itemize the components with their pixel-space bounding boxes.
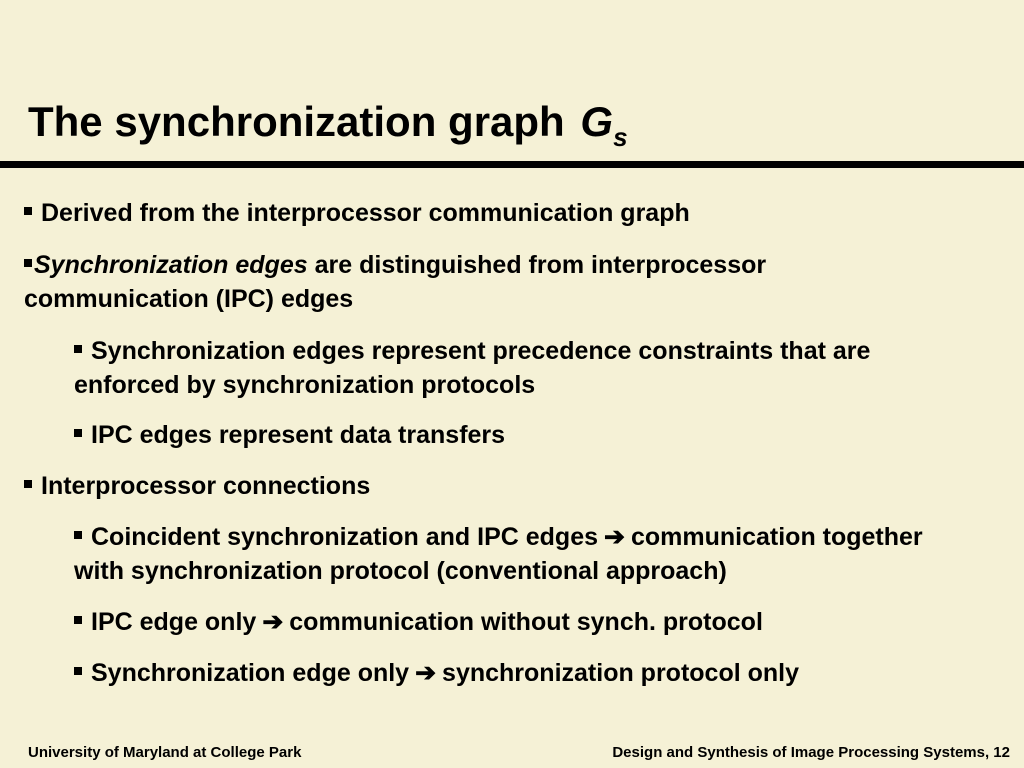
- square-bullet-icon: [74, 345, 82, 353]
- right-arrow-icon: ➔: [604, 523, 625, 551]
- bullet-text: Synchronization edge only: [91, 659, 410, 687]
- square-bullet-icon: [74, 429, 82, 437]
- bullet-item-3: [24, 469, 924, 503]
- bullet-item-3a: [74, 520, 954, 588]
- bullet-text: Coincident synchronization and IPC edges: [91, 523, 599, 551]
- bullet-text: Synchronization edges represent precedence constraints that are enforced by synchronization protocols: [74, 337, 871, 399]
- title-symbol: G: [580, 98, 614, 145]
- title-divider: [0, 161, 1024, 168]
- slide-title: [28, 92, 628, 157]
- bullet-text: are distinguished from interprocessor communication (IPC) edges: [24, 251, 767, 313]
- bullet-text: Interprocessor connections: [41, 472, 371, 500]
- title-text: The synchronization graph: [28, 98, 565, 145]
- bullet-item-2b: [74, 418, 954, 452]
- bullet-text: communication without synch. protocol: [289, 608, 763, 636]
- square-bullet-icon: [74, 531, 82, 539]
- footer-course-page: Design and Synthesis of Image Processing Systems, 12: [612, 744, 1010, 761]
- footer-institution: University of Maryland at College Park: [28, 744, 302, 761]
- bullet-text: synchronization protocol only: [442, 659, 800, 687]
- square-bullet-icon: [74, 667, 82, 675]
- bullet-item-3b: [74, 605, 954, 639]
- bullet-text: IPC edge only: [91, 608, 257, 636]
- square-bullet-icon: [24, 480, 32, 488]
- bullet-text: communication together with synchronization protocol (conventional approach): [74, 523, 923, 585]
- bullet-text: Derived from the interprocessor communication graph: [41, 199, 690, 227]
- square-bullet-icon: [24, 259, 32, 267]
- square-bullet-icon: [24, 207, 32, 215]
- bullet-item-2a: [74, 334, 954, 402]
- right-arrow-icon: ➔: [415, 659, 437, 687]
- bullet-italic-text: Synchronization edges: [34, 251, 308, 279]
- bullet-item-2: [24, 248, 924, 316]
- right-arrow-icon: ➔: [262, 608, 284, 636]
- bullet-text: IPC edges represent data transfers: [91, 421, 506, 449]
- title-subscript: s: [613, 122, 628, 152]
- bullet-item-1: [24, 196, 924, 230]
- bullet-item-3c: [74, 656, 954, 690]
- square-bullet-icon: [74, 616, 82, 624]
